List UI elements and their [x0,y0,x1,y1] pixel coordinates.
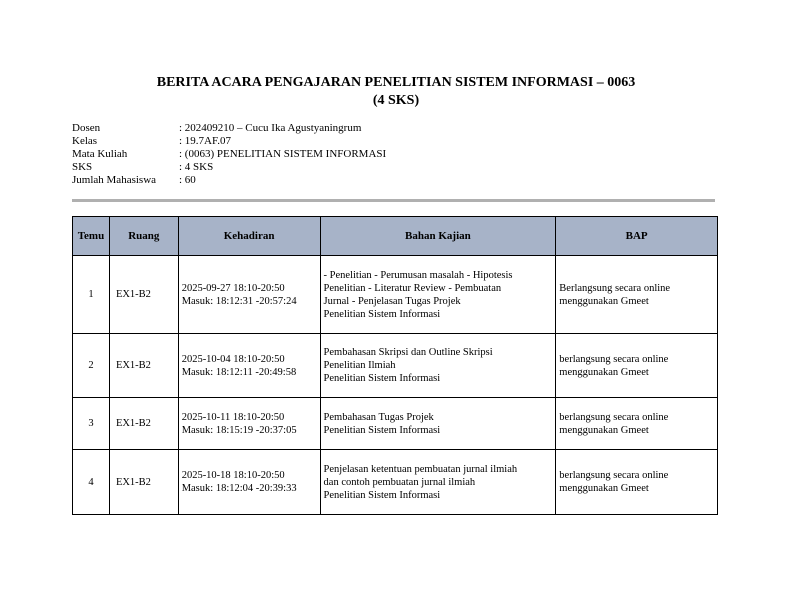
bahan-line: - Penelitian - Perumusan masalah - Hipotesis [323,269,513,281]
cell-kehadiran [178,334,320,398]
meta-value: : (0063) PENELITIAN SISTEM INFORMASI [179,148,387,160]
header-bap: BAP [556,217,718,256]
bap-line: berlangsung secara online [559,411,669,423]
cell-bap [556,398,718,450]
table-header-row [73,217,718,256]
kehadiran-schedule: 2025-10-18 18:10-20:50 [181,470,285,481]
cell-bahan-kajian [320,256,556,334]
title-line-2: (4 SKS) [372,93,420,108]
table-row [73,450,718,515]
meta-row-kelas [72,135,386,148]
bap-line: berlangsung secara online [559,353,669,365]
cell-temu: 1 [73,256,110,334]
bahan-line: Penelitian Sistem Informasi [323,373,441,384]
header-kehadiran: Kehadiran [178,217,320,256]
bap-line: Berlangsung secara online [559,282,671,294]
header-temu: Temu [73,217,110,256]
meta-row-mata-kuliah [72,148,386,161]
meta-label: Jumlah Mahasiswa [72,174,157,186]
bap-line: berlangsung secara online [559,470,669,481]
bahan-line: Penjelasan ketentuan pembuatan jurnal ilmiah [323,463,518,475]
course-info [72,122,386,187]
meta-label: Kelas [72,135,98,147]
bap-line: menggunakan Gmeet [559,424,649,436]
cell-kehadiran [178,398,320,450]
divider [72,199,715,202]
meta-row-jumlah-mahasiswa [72,174,386,187]
cell-ruang: EX1-B2 [109,398,178,450]
meta-value: : 4 SKS [179,161,214,173]
cell-kehadiran [178,256,320,334]
kehadiran-masuk: Masuk: 18:12:11 -20:49:58 [181,366,297,378]
kehadiran-masuk: Masuk: 18:15:19 -20:37:05 [181,424,297,436]
cell-bahan-kajian [320,334,556,398]
kehadiran-schedule: 2025-09-27 18:10-20:50 [181,282,285,294]
cell-temu: 4 [73,450,110,515]
table-row [73,334,718,398]
document-title [0,74,792,110]
bap-line: menggunakan Gmeet [559,483,649,494]
bap-line: menggunakan Gmeet [559,366,649,378]
cell-bahan-kajian [320,398,556,450]
cell-bahan-kajian [320,450,556,515]
meta-label: SKS [72,161,93,173]
table-row [73,398,718,450]
bahan-line: Penelitian Ilmiah [323,360,396,371]
header-bahan-kajian: Bahan Kajian [320,217,556,256]
cell-ruang: EX1-B2 [109,450,178,515]
meta-value: : 202409210 – Cucu Ika Agustyaningrum [179,122,362,134]
kehadiran-masuk: Masuk: 18:12:31 -20:57:24 [181,295,297,307]
cell-ruang: EX1-B2 [109,256,178,334]
cell-bap [556,334,718,398]
cell-kehadiran [178,450,320,515]
meta-value: : 60 [179,174,196,186]
meta-label: Dosen [72,122,101,134]
cell-bap [556,450,718,515]
bahan-line: Penelitian Sistem Informasi [323,424,441,436]
meta-row-dosen [72,122,386,135]
bap-line: menggunakan Gmeet [559,295,649,307]
meta-row-sks [72,161,386,174]
bahan-line: Pembahasan Skripsi dan Outline Skripsi [323,347,493,358]
title-line-1: BERITA ACARA PENGAJARAN PENELITIAN SISTEM INFORMASI – 0063 [156,75,636,90]
cell-temu: 3 [73,398,110,450]
cell-ruang: EX1-B2 [109,334,178,398]
meta-value: : 19.7AF.07 [179,135,231,147]
bahan-line: Jurnal - Penjelasan Tugas Projek [323,295,461,307]
cell-temu: 2 [73,334,110,398]
bahan-line: dan contoh pembuatan jurnal ilmiah [323,476,476,488]
kehadiran-schedule: 2025-10-04 18:10-20:50 [181,353,285,365]
attendance-table [72,216,718,515]
bahan-line: Penelitian - Literatur Review - Pembuatan [323,282,502,294]
header-ruang: Ruang [109,217,178,256]
table-row [73,256,718,334]
kehadiran-schedule: 2025-10-11 18:10-20:50 [181,411,285,423]
meta-label: Mata Kuliah [72,148,128,160]
bahan-line: Penelitian Sistem Informasi [323,308,441,320]
kehadiran-masuk: Masuk: 18:12:04 -20:39:33 [181,483,297,494]
bahan-line: Penelitian Sistem Informasi [323,489,441,501]
cell-bap [556,256,718,334]
bahan-line: Pembahasan Tugas Projek [323,411,434,423]
